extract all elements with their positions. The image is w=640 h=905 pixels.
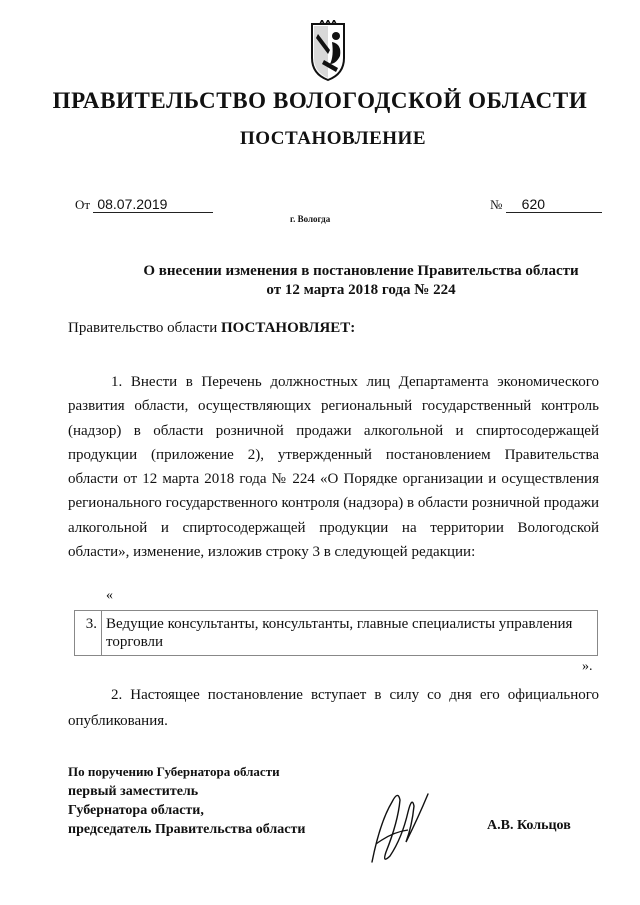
government-title: ПРАВИТЕЛЬСТВО ВОЛОГОДСКОЙ ОБЛАСТИ: [52, 88, 588, 113]
date-field: [75, 197, 213, 213]
handwritten-signature-icon: [362, 782, 442, 872]
amendment-table: [74, 610, 598, 656]
city-label: г. Вологда: [290, 214, 331, 224]
number-prefix: №: [490, 197, 503, 212]
quote-close: ».: [582, 659, 593, 674]
preamble: [68, 320, 355, 337]
signatory-block: [68, 762, 305, 839]
date-prefix: От: [75, 197, 91, 212]
row-number: 3.: [75, 611, 102, 656]
number-value: 620: [506, 197, 602, 213]
paragraph-2: 2. Настоящее постановление вступает в силу со дня его официального опубликования.: [68, 687, 599, 729]
quote-open: «: [106, 588, 113, 603]
subject-line-2: от 12 марта 2018 года № 224: [266, 282, 456, 298]
preamble-text: Правительство области: [68, 320, 221, 336]
signatory-line-1: По поручению Губернатора области: [68, 764, 280, 779]
signatory-line-4: председатель Правительства области: [68, 822, 306, 837]
preamble-emphasis: ПОСТАНОВЛЯЕТ:: [220, 320, 356, 336]
row-text: Ведущие консультанты, консультанты, главные специалисты управления торговли: [102, 611, 598, 656]
document-subject: [70, 262, 640, 300]
document-type: ПОСТАНОВЛЕНИЕ: [239, 128, 427, 149]
signatory-line-2: первый заместитель: [68, 784, 199, 799]
number-field: [490, 197, 602, 213]
signatory-line-3: Губернатора области,: [68, 803, 204, 818]
coat-of-arms-icon: [302, 20, 354, 84]
subject-line-1: О внесении изменения в постановление Правительства области: [143, 263, 579, 279]
paragraph-1: 1. Внести в Перечень должностных лиц Департамента экономического развития области, осуществляющих региональный государственный контроль (надзор) в области розничной продажи алкогольной и спиртосодержащей продукции (приложение 2), утвержденный постановлением Правительства области от 12 марта 2018 года № 224 «О Порядке организации и осуществления регионального государственного контроля (надзора) в области розничной продажи алкогольной и спиртосодержащей продукции на территории Вологодской области», изменение, изложив строку 3 в следующей редакции:: [68, 374, 599, 561]
date-value: 08.07.2019: [93, 197, 213, 213]
table-row: [75, 611, 598, 656]
signer-name: А.В. Кольцов: [487, 818, 571, 833]
